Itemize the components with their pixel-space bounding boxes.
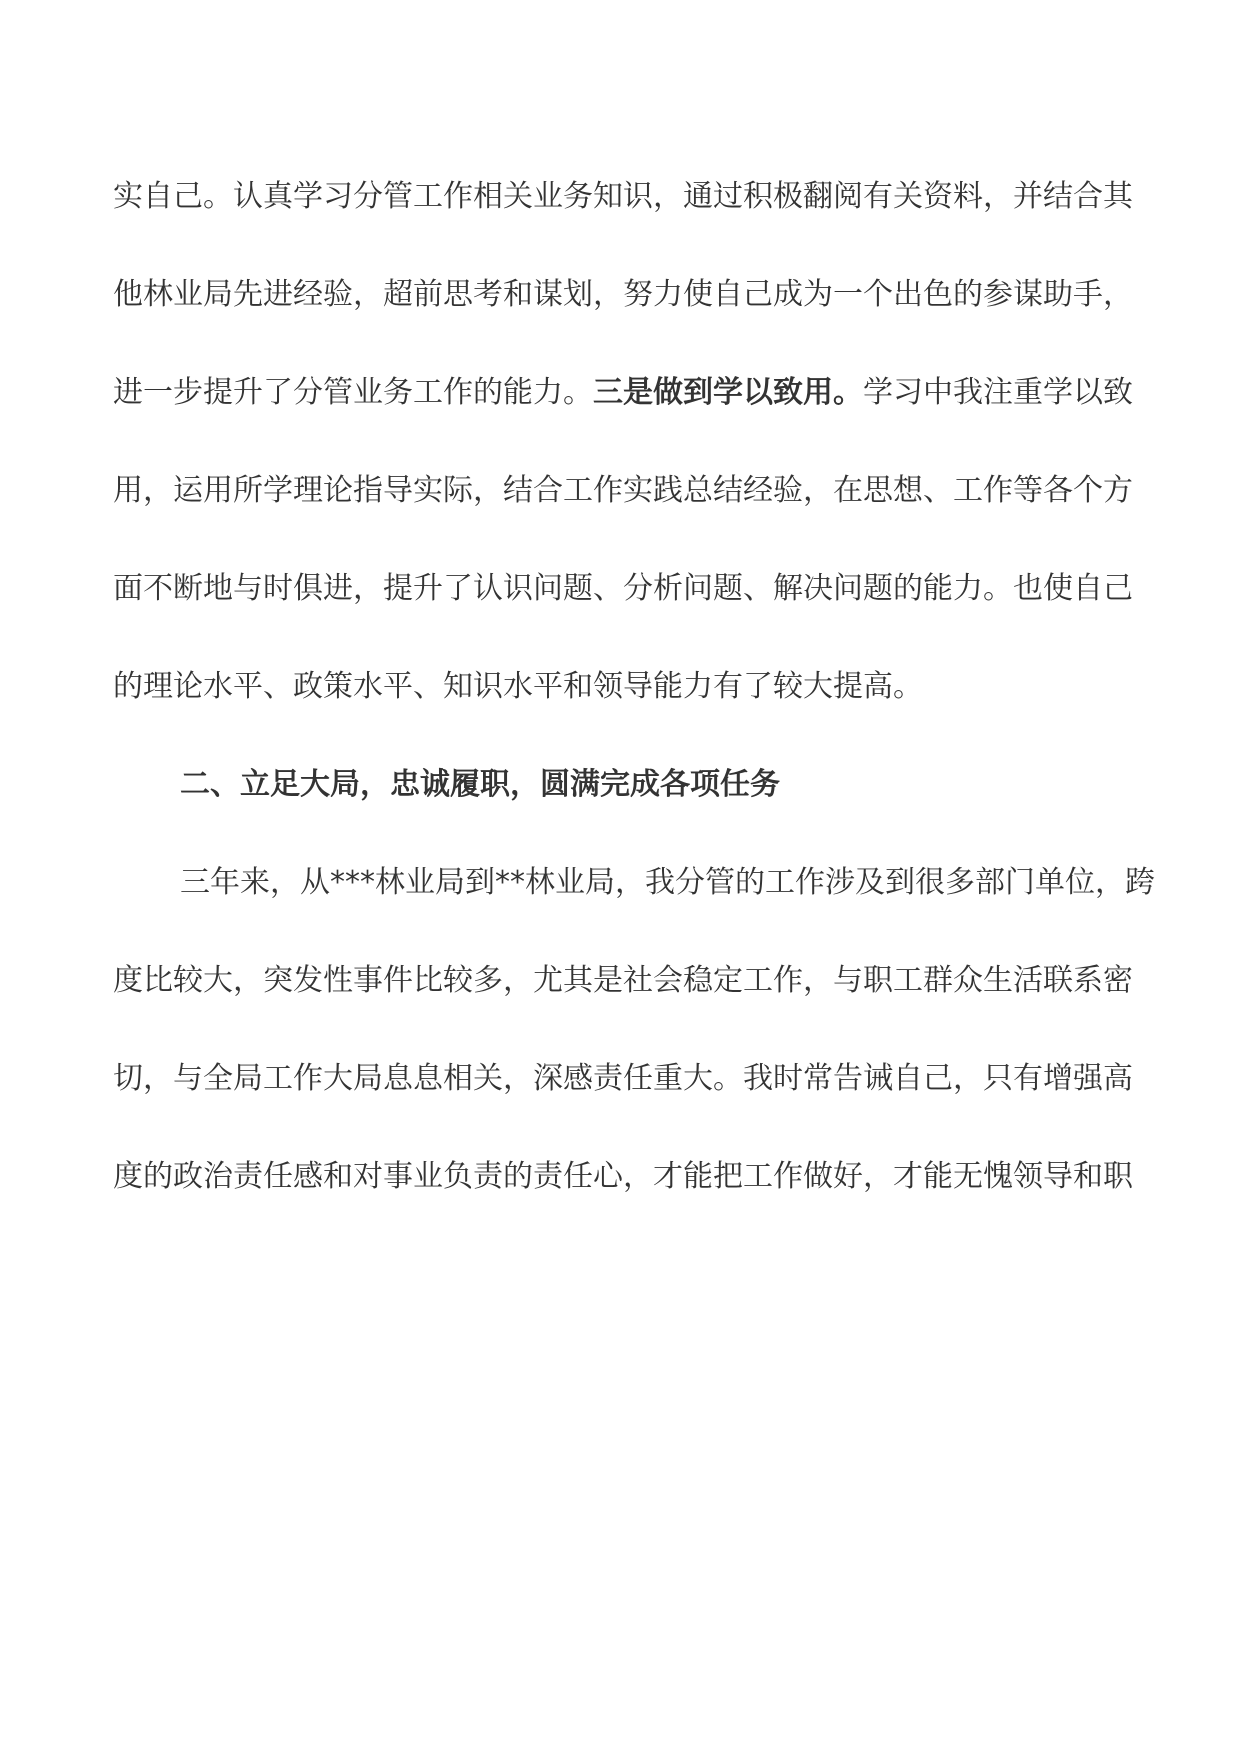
paragraph-line: 三年来，从***林业局到**林业局，我分管的工作涉及到很多部门单位，跨 <box>180 865 1155 900</box>
section-heading: 二、立足大局，忠诚履职，圆满完成各项任务 <box>180 767 780 802</box>
paragraph-line: 实自己。认真学习分管工作相关业务知识，通过积极翻阅有关资料，并结合其 <box>113 179 1133 214</box>
paragraph-line: 的理论水平、政策水平、知识水平和领导能力有了较大提高。 <box>113 669 923 704</box>
paragraph-line: 度的政治责任感和对事业负责的责任心，才能把工作做好，才能无愧领导和职 <box>113 1159 1133 1194</box>
emphasis-text: 三是做到学以致用。 <box>593 375 863 410</box>
paragraph-line: 面不断地与时俱进，提升了认识问题、分析问题、解决问题的能力。也使自己 <box>113 571 1133 606</box>
paragraph-line: 度比较大，突发性事件比较多，尤其是社会稳定工作，与职工群众生活联系密 <box>113 963 1133 998</box>
paragraph-line <box>113 373 1133 413</box>
paragraph-line: 他林业局先进经验，超前思考和谋划，努力使自己成为一个出色的参谋助手， <box>113 277 1133 312</box>
paragraph-line: 用，运用所学理论指导实际，结合工作实践总结经验，在思想、工作等各个方 <box>113 473 1133 508</box>
paragraph-line: 切，与全局工作大局息息相关，深感责任重大。我时常告诫自己，只有增强高 <box>113 1061 1133 1096</box>
paragraph-text: 进一步提升了分管业务工作的能力。 <box>113 375 593 410</box>
paragraph-text: 学习中我注重学以致 <box>863 375 1133 410</box>
